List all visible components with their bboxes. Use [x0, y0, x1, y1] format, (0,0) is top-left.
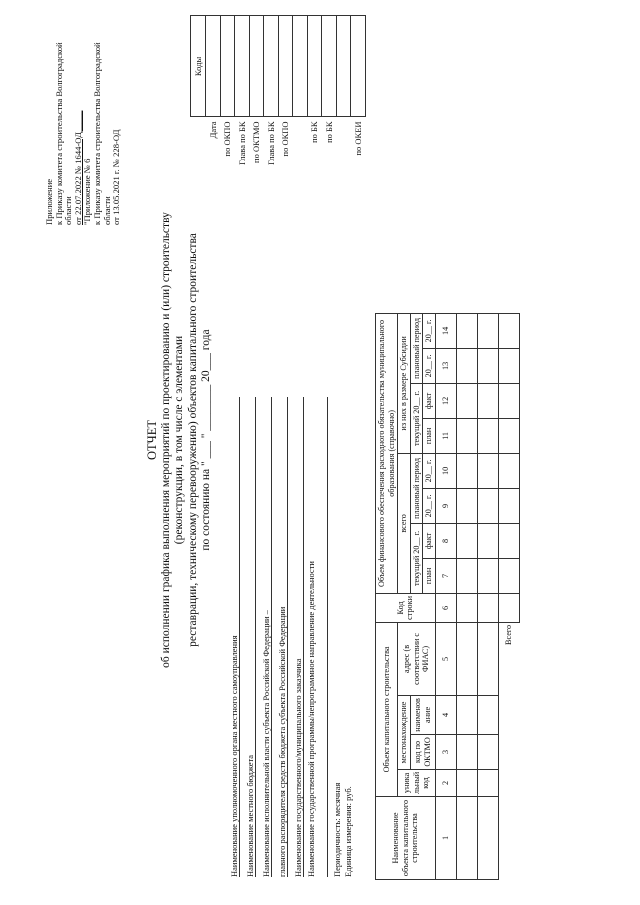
label-row[interactable] [258, 397, 274, 877]
code-box[interactable] [307, 16, 322, 117]
table-row[interactable] [456, 313, 477, 879]
label-row[interactable] [306, 397, 330, 877]
col-fact-header: факт [423, 523, 436, 558]
header-labels [226, 397, 330, 877]
col-number: 7 [435, 558, 456, 593]
note-line: от 22.07.2022 № 1644-ОД_____ [72, 110, 83, 225]
col-number: 5 [435, 622, 456, 695]
note-line: области [63, 196, 74, 225]
codes-header: Коды [191, 16, 206, 117]
label-row[interactable] [274, 397, 290, 877]
code-label: по ОКТМО [251, 121, 262, 163]
title-date-line: по состоянию на " ___ " ________ 20___ года [200, 329, 212, 551]
code-box[interactable] [220, 16, 235, 117]
col-number: 12 [435, 383, 456, 418]
title-line: об исполнении графика выполнения мероприятий по проектированию и (или) строительству (реконструкции, в том числе с элементами [159, 212, 185, 668]
col-number: 11 [435, 418, 456, 453]
col-address-header: адрес (в соответствии с ФИАС) [398, 622, 436, 695]
label-text: Наименование исполнительной власти субъекта Российской Федерации – [261, 607, 271, 877]
note-line: области [101, 196, 112, 225]
col-number: 2 [435, 769, 456, 796]
col-locname-header: наименов ание [410, 695, 435, 734]
title-heading: ОТЧЕТ [145, 419, 159, 461]
col-current-header: текущий 20__ г. [410, 383, 423, 453]
col-number: 6 [435, 593, 456, 622]
col-plan-header: план [423, 558, 436, 593]
col-number: 13 [435, 348, 456, 383]
note-line: Приложение [44, 178, 54, 225]
col-current-header: текущий 20__ г. [410, 523, 423, 593]
report-title [146, 205, 214, 675]
col-number: 1 [435, 797, 456, 880]
code-box[interactable] [322, 16, 337, 117]
label-row[interactable] [226, 397, 242, 877]
col-oktmo-header: код по ОКТМО [410, 734, 435, 769]
code-label: по ОКПО [280, 121, 291, 157]
code-label: Дата [207, 121, 218, 139]
total-label: Всего [504, 624, 513, 645]
code-box[interactable] [206, 16, 221, 117]
note-line: к Приказу комитета строительства Волгоградской [91, 42, 102, 225]
code-box[interactable] [293, 16, 308, 117]
title-line: реставрации, техническому перевооружению) объектов капитального строительства [186, 233, 199, 647]
col-unique-header: уника льный код [398, 769, 436, 796]
code-box[interactable] [336, 16, 351, 117]
code-label: Глава по БК [265, 121, 276, 165]
label-row[interactable] [242, 397, 258, 877]
col-subsidy-header: из них в размере Субсидии [398, 313, 411, 453]
code-box[interactable] [264, 16, 279, 117]
col-year-header: 20__ г. [423, 453, 436, 488]
col-year-header: 20__ г. [423, 313, 436, 348]
label-text: Наименование государственной программы/непрограммное направление деятельности [306, 558, 316, 877]
table-row[interactable] [477, 313, 498, 879]
code-label: Глава по БК [236, 121, 247, 165]
code-box[interactable] [351, 16, 366, 117]
appendix-note [45, 10, 122, 225]
col-planned-header: плановый период [410, 313, 423, 383]
code-label [293, 117, 308, 165]
code-label: по ОКЕИ [352, 121, 363, 156]
note-line: к Приказу комитета строительства Волгоградской [53, 42, 64, 225]
code-box[interactable] [278, 16, 293, 117]
label-text: Наименование местного бюджета [245, 752, 255, 877]
col-plan-header: план [423, 418, 436, 453]
col-name-header: Наименование объекта капитального строительства [376, 797, 436, 880]
col-total-header: всего [398, 453, 411, 593]
col-number: 10 [435, 453, 456, 488]
column-number-row [435, 313, 456, 879]
code-box[interactable] [235, 16, 250, 117]
code-label: по БК [309, 121, 320, 143]
code-label [336, 117, 351, 165]
label-text: Наименование государственного/муниципального заказчика [293, 656, 303, 877]
unit-label: Единица измерения: руб. [343, 786, 353, 877]
total-row [498, 313, 519, 879]
col-object-header: Объект капитального строительства [376, 622, 398, 796]
col-number: 14 [435, 313, 456, 348]
col-year-header: 20__ г. [423, 488, 436, 523]
note-line: "Приложение № 6 [82, 158, 93, 225]
col-fact-header: факт [423, 383, 436, 418]
col-number: 9 [435, 488, 456, 523]
code-label: по БК [323, 121, 334, 143]
col-year-header: 20__ г. [423, 348, 436, 383]
periodicity-label: Периодичность: месячная [332, 782, 342, 877]
note-line: от 13.05.2021 г. № 228-ОД [111, 129, 122, 225]
col-number: 3 [435, 734, 456, 769]
label-text: Наименование уполномоченного органа местного самоуправления [229, 632, 239, 877]
col-number: 4 [435, 695, 456, 734]
col-location-header: местонахождение [398, 695, 411, 769]
main-table [375, 313, 520, 880]
period-info [332, 783, 354, 877]
col-volume-header: Объем финансового обеспечения расходного обязательства муниципального образования (справочно) [376, 313, 398, 593]
col-planned-header: плановый период [410, 453, 423, 523]
label-row[interactable] [290, 397, 306, 877]
col-number: 8 [435, 523, 456, 558]
code-box[interactable] [249, 16, 264, 117]
col-code-header: Код строки [376, 593, 436, 622]
code-label: по ОКПО [222, 121, 233, 157]
codes-table [190, 15, 366, 165]
label-text: главного распорядителя средств бюджета субъекта Российской Федерации [277, 604, 287, 877]
